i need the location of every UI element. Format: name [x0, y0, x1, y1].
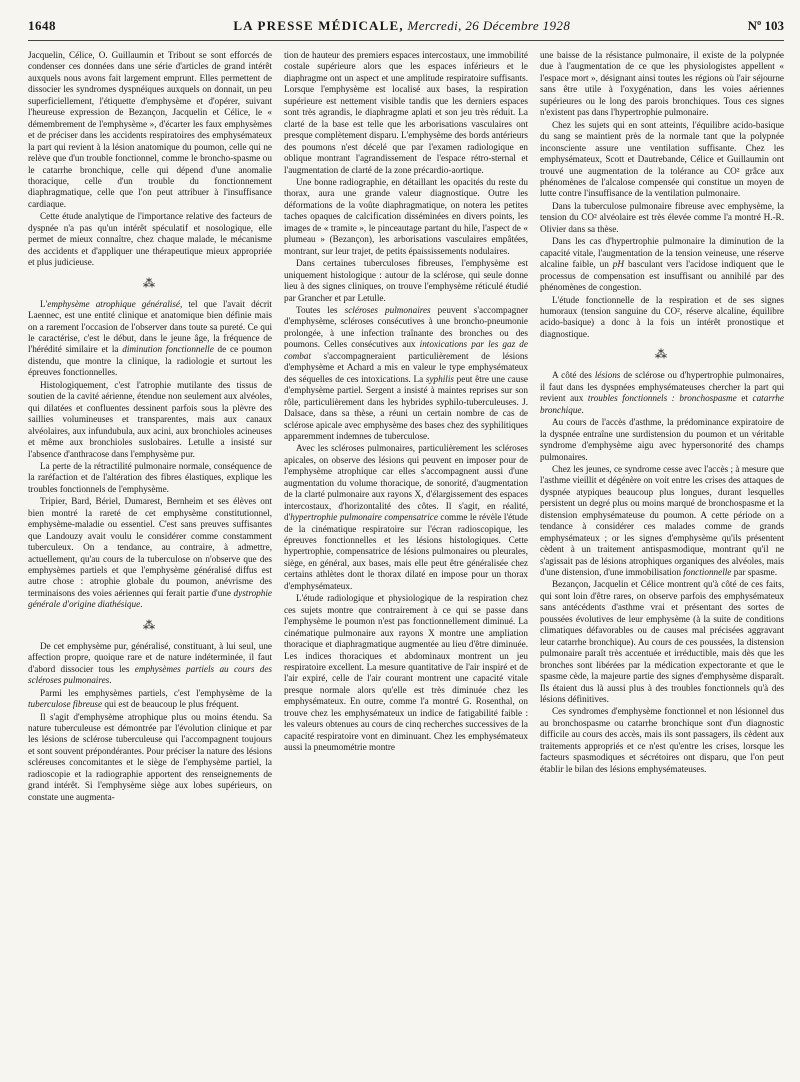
running-title	[233, 18, 570, 34]
section-separator: ⁂	[655, 347, 669, 362]
paragraph: Cette étude analytique de l'importance relative des facteurs de dyspnée n'a pas qu'un intérêt spéculatif et nosologique, elle permet de mieux connaître, chez chaque malade, le mécanisme des accidents et d'appliquer une thérapeutique mieux appropriée et plus judicieuse.	[28, 211, 272, 268]
paragraph: Dans les cas d'hypertrophie pulmonaire la diminution de la capacité vitale, l'augmentation de la tension veineuse, une réserve alcaline faible, un pH basculant vers l'acidose indiquent que le processus de compensation est insuffisant ou annihilé par des phénomènes de congestion.	[540, 236, 784, 293]
paragraph: A côté des lésions de sclérose ou d'hypertrophie pulmonaires, il faut dans les dyspnées emphysémateuses chercher la part qui revient aux troubles fonctionnels : bronchospasme et catarrhe bronchique.	[540, 370, 784, 415]
paragraph: La perte de la rétractilité pulmonaire normale, conséquence de la raréfaction et de l'altération des fibres élastiques, explique les troubles fonctionnels de l'emphysème.	[28, 460, 272, 494]
page-number: 1648	[28, 18, 56, 33]
paragraph: L'étude fonctionnelle de la respiration et de ses signes humoraux (tension sanguine du CO², réserve alcaline, équilibre acido-basique) a donc à la fois un intérêt pronostique et diagnostique.	[540, 294, 784, 339]
paragraph: Tripier, Bard, Bériel, Dumarest, Bernheim et ses élèves ont bien montré la rareté de cet emphysème constitutionnel, emphysème-maladie ou essentiel. C'est sans preuves suffisantes que Landouzy avait voulu le considérer comme constamment tuberculeux. On a tendance, au contraire, à admettre, actuellement, qu'au cours de la tuberculose on n'observe que des emphysèmes partiels et que l'emphysème généralisé diffus est autre chose : atrophie globale du poumon, anévrisme des terminaisons des voies aériennes qui ferait partie d'une dystrophie générale d'origine diathésique.	[28, 496, 272, 610]
issue-number: Nº 103	[747, 18, 784, 33]
column-2	[284, 50, 528, 1076]
paragraph: L'étude radiologique et physiologique de la respiration chez ces sujets montre que contrairement à ce qui se passe dans l'emphysème le poumon n'est pas fonctionnellement diminué. La cinématique pulmonaire aux rayons X montre une ampliation thoracique et diaphragmatique augmentée au lieu d'être diminuée. Les indices thoraciques et abdominaux montrent un jeu respiratoire excellent. La mesure quantitative de l'air inspiré et de l'air expiré, celle de l'air courant montrent une capacité vitale presque normale alors qu'elle est très diminuée chez les emphysémateux. En outre, comme l'a montré G. Rosenthal, on trouve chez les emphysémateux un indice de fatigabilité faible : les valeurs obtenues au cours de cinq recherches successives de la capacité respiratoire vont en diminuant. Chez les emphysémateux aussi la pneumométrie montre	[284, 593, 528, 753]
paragraph: une baisse de la résistance pulmonaire, il existe de la polypnée due à l'augmentation de ce que les physiologistes appellent « l'espace mort », désignant ainsi toutes les régions où l'air séjourne sans être utile à l'oxygénation, dans les voies aériennes supérieures ou le long des parois bronchiques. Tous ces signes n'existent pas dans l'hypertrophie pulmonaire.	[540, 50, 784, 118]
column-3	[540, 50, 784, 1076]
paragraph: Chez les jeunes, ce syndrome cesse avec l'accès ; à mesure que l'asthme vieillit et dégénère on voit entre les crises des attaques de dyspnée atypiques beaucoup plus longues, durant lesquelles persistent un degré plus ou moins marqué de bronchospasme et la distension emphysémateuse du poumon. A cette période on a tendance à considérer ces malades comme de grands emphysémateux ; or les signes d'emphysème qu'ils présentent cèdent à un traitement antispasmodique, montrant qu'il ne s'agissait pas de lésions atrophiques organiques des alvéoles, mais d'une distension, d'une immobilisation fonctionnelle par spasme.	[540, 463, 784, 578]
paragraph: Au cours de l'accès d'asthme, la prédominance expiratoire de la dyspnée entraîne une surdistension du poumon et un véritable syndrome d'emphysème aigu avec hypersonorité des champs pulmonaires.	[540, 417, 784, 462]
journal-name: LA PRESSE MÉDICALE,	[233, 18, 404, 33]
section-separator: ⁂	[143, 275, 157, 290]
column-1	[28, 50, 272, 1076]
paragraph: Dans la tuberculose pulmonaire fibreuse avec emphysème, la tension du CO² alvéolaire est très élevée comme l'a montré H.-R. Olivier dans sa thèse.	[540, 200, 784, 234]
issue-date: Mercredi, 26 Décembre 1928	[407, 18, 571, 33]
paragraph: L'emphysème atrophique généralisé, tel que l'avait décrit Laennec, est une entité clinique et anatomique bien définie mais on a rarement l'occasion de l'observer dans toute sa pureté. Ce qui le caractérise, c'est le début, dans le jeune âge, la fréquence de l'hérédité similaire et la diminution fonctionnelle de ce poumon distendu, que montre la clinique, la radiologie et surtout les épreuves fonctionnelles.	[28, 298, 272, 378]
paragraph: Ces syndromes d'emphysème fonctionnel et non lésionnel dus au bronchospasme ou catarrhe bronchique sont d'un diagnostic difficile au cours des accès, mais ils sont passagers, ils cèdent aux traitements appropriés et ce n'est qu'entre les crises, lorsque les facteurs spasmodiques et sécrétoires ont disparu, que l'on peut établir le bilan des lésions emphysémateuses.	[540, 706, 784, 774]
paragraph: Avec les scléroses pulmonaires, particulièrement les scléroses apicales, on observe des lésions qui peuvent en imposer pour de l'emphysème atrophique car elles s'accompagnent aussi d'une augmentation du volume thoracique, de sonorité, d'augmentation de la clarté pulmonaire aux rayons X, d'élargissement des espaces intercostaux, d'horizontalité des côtes. Il s'agit, en réalité, d'hypertrophie pulmonaire compensatrice comme le révèle l'étude de la cinématique respiratoire sur l'écran radioscopique, les épreuves fonctionnelles et les lésions histologiques. Cette hypertrophie, compensatrice de lésions pulmonaires ou pleurales, siège, en général, aux bases, mais elle peut être généralisée chez certains athlètes dont le thorax dilaté en impose pour un thorax d'emphysémateux.	[284, 443, 528, 591]
paragraph: De cet emphysème pur, généralisé, constituant, à lui seul, une affection propre, quoique rare et de nature indéterminée, il faut d'abord dissocier tous les emphysèmes partiels au cours des scléroses pulmonaires.	[28, 640, 272, 686]
paragraph: Toutes les scléroses pulmonaires peuvent s'accompagner d'emphysème, scléroses consécutives à une broncho-pneumonie prolongée, à une infection traînante des bronches ou des poumons. Celles consécutives aux intoxications par les gaz de combat s'accompagneraient particulièrement de lésions d'emphysème et Achard a mis en valeur le type emphysémateux des séquelles de ces intoxications. La syphilis peut être une cause d'emphysème partiel. Sergent a insisté à maintes reprises sur son rôle, particulièrement dans les hybrides syphilo-tuberculeuses. J. Dalsace, dans sa thèse, a réuni un certain nombre de cas de sclérose apicale avec emphysème des bases chez des syphilitiques apparemment indemnes de tuberculose.	[284, 304, 528, 441]
page-header	[28, 18, 784, 41]
paragraph: Chez les sujets qui en sont atteints, l'équilibre acido-basique du sang se maintient près de la normale tant que la polypnée inconsciente assure une ventilation suffisante. Chez les emphysémateux, Scott et Dautrebande, Célice et Guillaumin ont trouvé une augmentation de la tolérance au CO² grâce aux phénomènes de l'alcalose compensée qui constitue un moyen de lutte contre l'insuffisance de la ventilation pulmonaire.	[540, 119, 784, 199]
text-columns	[28, 50, 784, 1076]
paragraph: Une bonne radiographie, en détaillant les opacités du reste du thorax, aura une grande valeur diagnostique. Outre les déformations de la voûte diaphragmatique, on notera les petites taches opaques de calcification disséminées en divers points, les images de « tramite », le pinceautage partant du hile, l'aspect de « plumeau » (Bezançon), les arborisations vasculaires empâtées, montrant, sur leur trajet, de petits épaississements nodulaires.	[284, 176, 528, 256]
paragraph: Histologiquement, c'est l'atrophie mutilante des tissus de soutien de la cavité aérienne, étendue non seulement aux alvéoles, qui dilatées et confluentes dessinent parfois sous la plèvre des saillies volumineuses et transparentes, mais aux canaux alvéolaires, aux infundubula, aux acini, aux bronchioles acineuses et même aux bronchioles suslobaires. Letulle a insisté sur l'absence d'anthracose dans l'emphysème pur.	[28, 379, 272, 459]
paragraph: Bezançon, Jacquelin et Célice montrent qu'à côté de ces faits, qui sont loin d'être rares, on observe parfois des emphysémateux sans antécédents d'asthme vrai et présentant des sortes de poussées évolutives de leur emphysème (à la suite de conditions climatiques défavorables ou de causes mal précisées aggravant leur catarrhe bronchique). Au cours de ces poussées, la distension pulmonaire paraît très accentuée et irréductible, mais dès que les bronches sont libérées par la médication expectorante et que le spasme cède, la majeure partie des signes d'emphysème disparaît. Ils étaient dus là aussi plus à des troubles fonctionnels qu'à des lésions définitives.	[540, 579, 784, 705]
paragraph: tion de hauteur des premiers espaces intercostaux, une immobilité costale supérieure alors que les espaces inférieurs et le diaphragme ont un aspect et une amplitude respiratoire suffisants. Lorsque l'emphysème est localisé aux bases, la respiration supérieure est nettement visible tandis que les derniers espaces sont très agrandis, le diaphragme aplati et son jeu très réduit. La clarté de la base est telle que les arborisations vasculaires ont presque complètement disparu. L'emphysème des bords antérieurs des poumons n'est décelé que par l'examen radiologique en oblique montrant l'agrandissement de l'espace rétro-sternal et l'augmentation de clarté de la zone précardio-aortique.	[284, 50, 528, 175]
section-separator: ⁂	[143, 617, 157, 632]
paragraph: Jacquelin, Célice, O. Guillaumin et Tribout se sont efforcés de condenser ces données dans une série d'articles de grand intérêt auxquels nous avons fait largement emprunt. Elles permettent de dissocier les syndromes dyspnéiques auxquels on donnait, un peu superficiellement, l'étiquette d'emphysème et d'opérer, suivant l'heureuse expression de Bezançon, Jacquelin et Célice, le « démembrement de l'emphysème », d'écarter les faux emphysèmes et de préciser dans les accidents respiratoires des emphysémateux la part qui revient à la lésion anatomique du poumon, celle qui ne relève que d'un trouble fonctionnel, comme le broncho-spasme ou le catarrhe bronchique, celle qui dépend d'une anomalie thoracique, celle d'un trouble du fonctionnement diaphragmatique, celle que l'on peut attribuer à l'insuffisance cardiaque.	[28, 50, 272, 209]
paragraph: Il s'agit d'emphysème atrophique plus ou moins étendu. Sa nature tuberculeuse est démontrée par l'évolution clinique et par les lésions de sclérose tuberculeuse qui l'accompagnent toujours et sont souvent prépondérantes. Pour préciser la nature des lésions scléreuses concomitantes et le siège de l'emphysème partiel, la radioscopie et la radiographie apportent des renseignements de grand intérêt. Si l'emphysème siège aux lobes supérieurs, on constate une augmenta-	[28, 711, 272, 802]
paragraph: Parmi les emphysèmes partiels, c'est l'emphysème de la tuberculose fibreuse qui est de beaucoup le plus fréquent.	[28, 687, 272, 710]
paragraph: Dans certaines tuberculoses fibreuses, l'emphysème est uniquement histologique : autour de la sclérose, qui seule donne lieu à des signes cliniques, on trouve l'emphysème réticulé étudié par Grancher et par Letulle.	[284, 258, 528, 303]
